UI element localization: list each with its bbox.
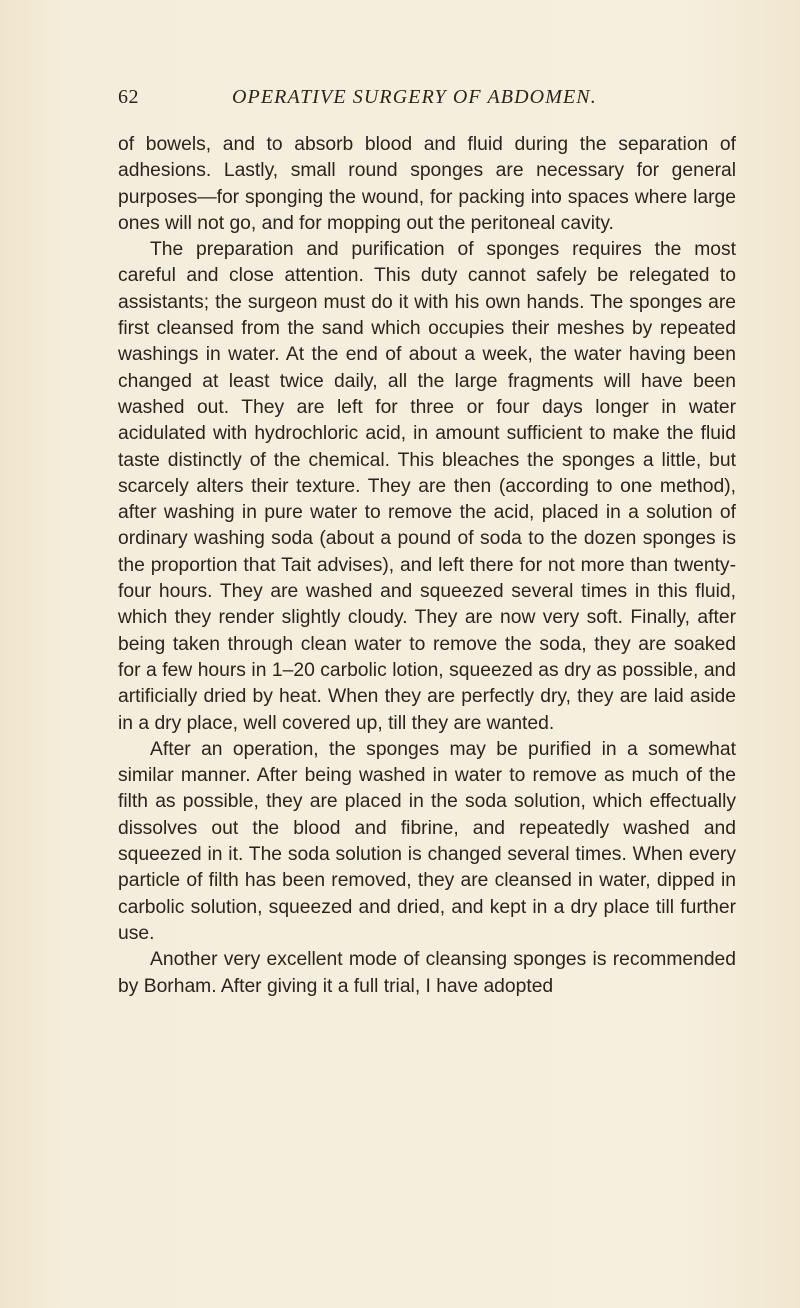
running-title: OPERATIVE SURGERY OF ABDOMEN. — [232, 86, 597, 108]
paragraph-4: Another very excellent mode of cleansing sponges is recommended by Borham. After giving it a full trial, I have adopted — [118, 949, 736, 997]
paragraph-1: of bowels, and to absorb blood and fluid during the separation of adhesions. Lastly, small round sponges are necessary for general purposes—for sponging the wound, for packing into spaces where large ones will not go, and for mopping out the peritoneal cavity. — [118, 134, 736, 234]
page-header — [118, 86, 736, 116]
paragraph-3: After an operation, the sponges may be purified in a somewhat similar manner. After being washed in water to remove as much of the filth as possible, they are placed in the soda solution, which effectually dissolves out the blood and fibrine, and repeatedly washed and squeezed in it. The soda solution is changed several times. When every particle of filth has been removed, they are cleansed in water, dipped in carbolic solution, squeezed and dried, and kept in a dry place till further use. — [118, 738, 736, 944]
body-text — [118, 132, 736, 1000]
paragraph-2: The preparation and purification of sponges requires the most careful and close attention. This duty cannot safely be relegated to assistants; the surgeon must do it with his own hands. The sponges are first cleansed from the sand which occupies their meshes by repeated washings in water. At the end of about a week, the water having been changed at least twice daily, all the large fragments will have been washed out. They are left for three or four days longer in water acidulated with hydrochloric acid, in amount sufficient to make the fluid taste distinctly of the chemical. This bleaches the sponges a little, but scarcely alters their texture. They are then (according to one method), after washing in pure water to remove the acid, placed in a solution of ordinary washing soda (about a pound of soda to the dozen sponges is the proportion that Tait advises), and left there for not more than twenty-four hours. They are washed and squeezed several times in this fluid, which they render slightly cloudy. They are now very soft. Finally, after being taken through clean water to remove the soda, they are soaked for a few hours in 1–20 carbolic lotion, squeezed as dry as possible, and artificially dried by heat. When they are perfectly dry, they are laid aside in a dry place, well covered up, till they are wanted. — [118, 239, 736, 734]
page-number: 62 — [118, 86, 139, 108]
